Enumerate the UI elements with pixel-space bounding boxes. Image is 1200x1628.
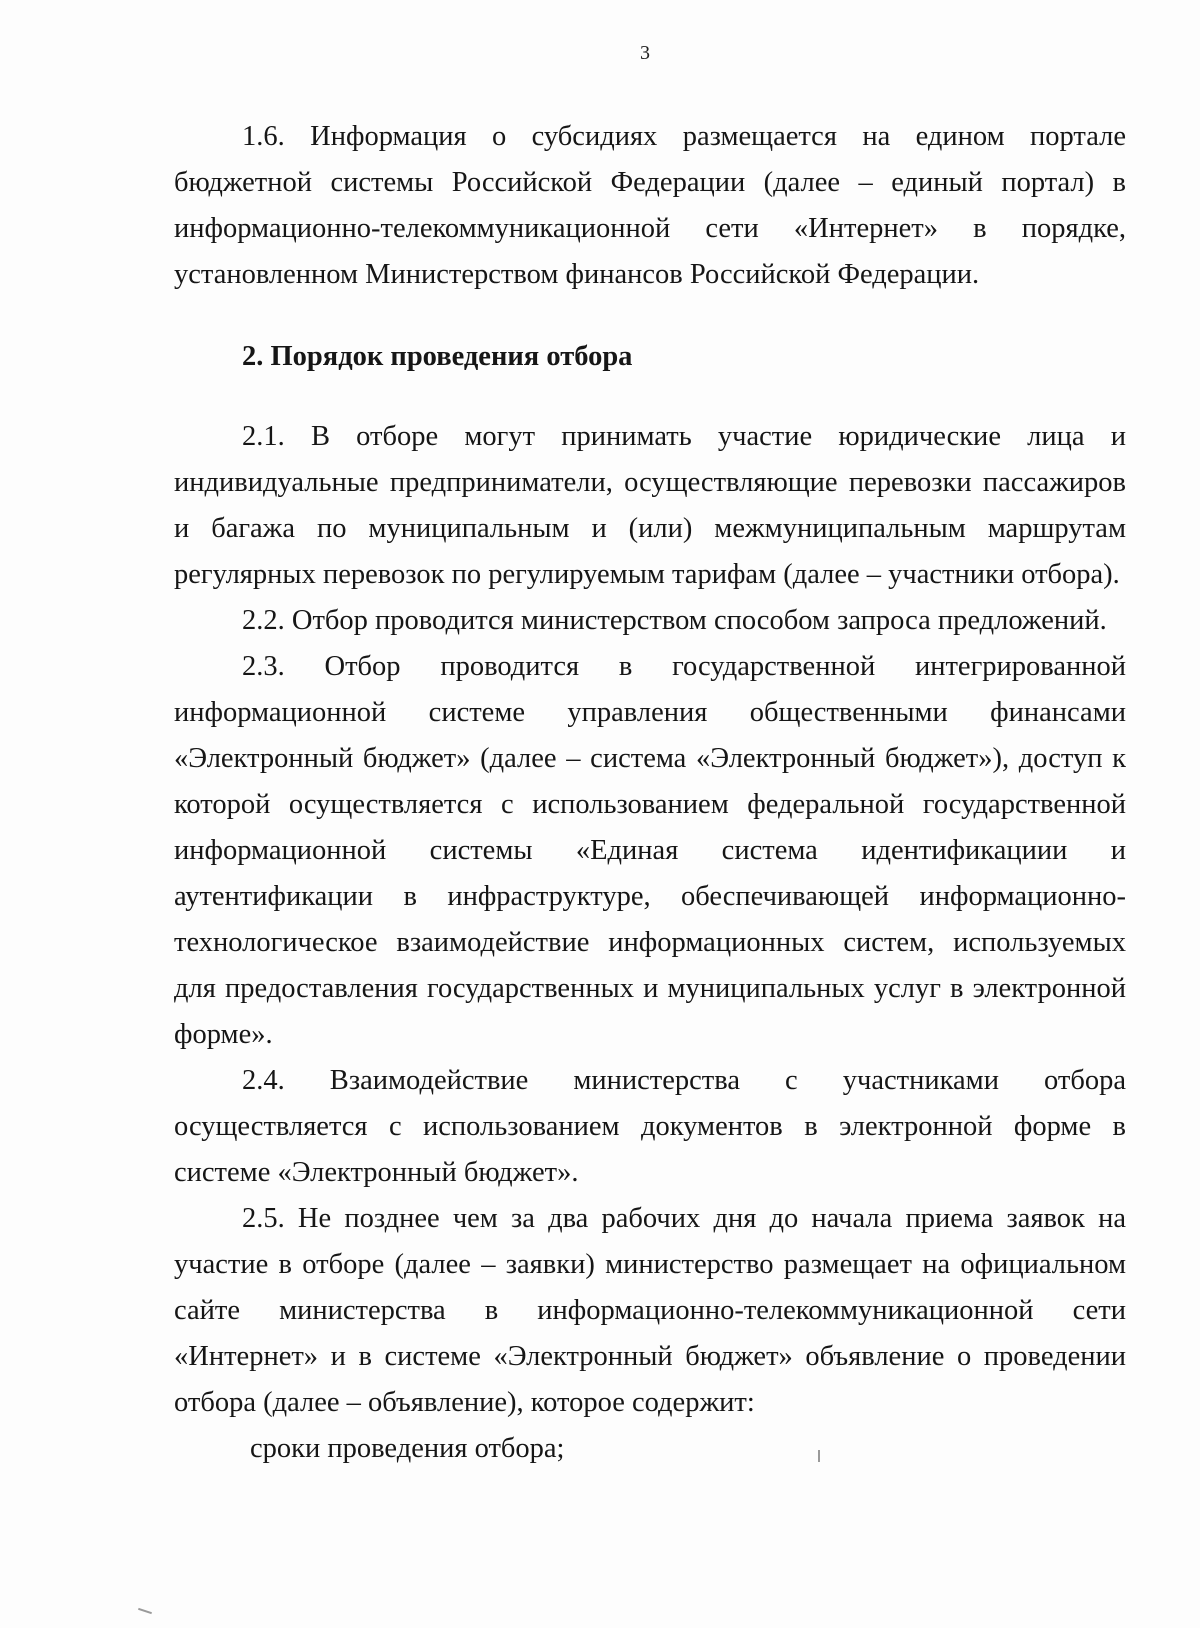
paragraph-2-1: 2.1. В отборе могут принимать участие юридические лица и индивидуальные предприниматели, осуществляющие перевозки пассажиров и багажа по муниципальным и (или) межмуниципальным маршрутам регулярных перевозок по регулируемым тарифам (далее – участники отбора). xyxy=(174,421,1126,590)
paragraph-2-2: 2.2. Отбор проводится министерством способом запроса предложений. xyxy=(242,605,1107,636)
scan-speck xyxy=(138,1608,152,1614)
paragraph-2-4: 2.4. Взаимодействие министерства с участниками отбора осуществляется с использованием документов в электронной форме в системе «Электронный бюджет». xyxy=(174,1065,1126,1188)
list-item-terms: сроки проведения отбора; xyxy=(250,1433,565,1464)
document-body xyxy=(174,114,1126,1472)
section-2-heading: 2. Порядок проведения отбора xyxy=(242,341,633,372)
scan-speck xyxy=(818,1450,820,1462)
paragraph-2-5: 2.5. Не позднее чем за два рабочих дня до начала приема заявок на участие в отборе (далее – заявки) министерство размещает на официальном сайте министерства в информационно-телекоммуникационной сети «Интернет» и в системе «Электронный бюджет» объявление о проведении отбора (далее – объявление), которое содержит: xyxy=(174,1203,1126,1418)
paragraph-1-6: 1.6. Информация о субсидиях размещается на едином портале бюджетной системы Российской Федерации (далее – единый портал) в информационно-телекоммуникационной сети «Интернет» в порядке, установленном Министерством финансов Российской Федерации. xyxy=(174,121,1126,290)
paragraph-2-3: 2.3. Отбор проводится в государственной интегрированной информационной системе управления общественными финансами «Электронный бюджет» (далее – система «Электронный бюджет»), доступ к которой осуществляется с использованием федеральной государственной информационной системы «Единая система идентификациии и аутентификации в инфраструктуре, обеспечивающей информационно-технологическое взаимодействие информационных систем, используемых для предоставления государственных и муниципальных услуг в электронной форме». xyxy=(174,651,1126,1050)
page-number: 3 xyxy=(640,42,650,64)
